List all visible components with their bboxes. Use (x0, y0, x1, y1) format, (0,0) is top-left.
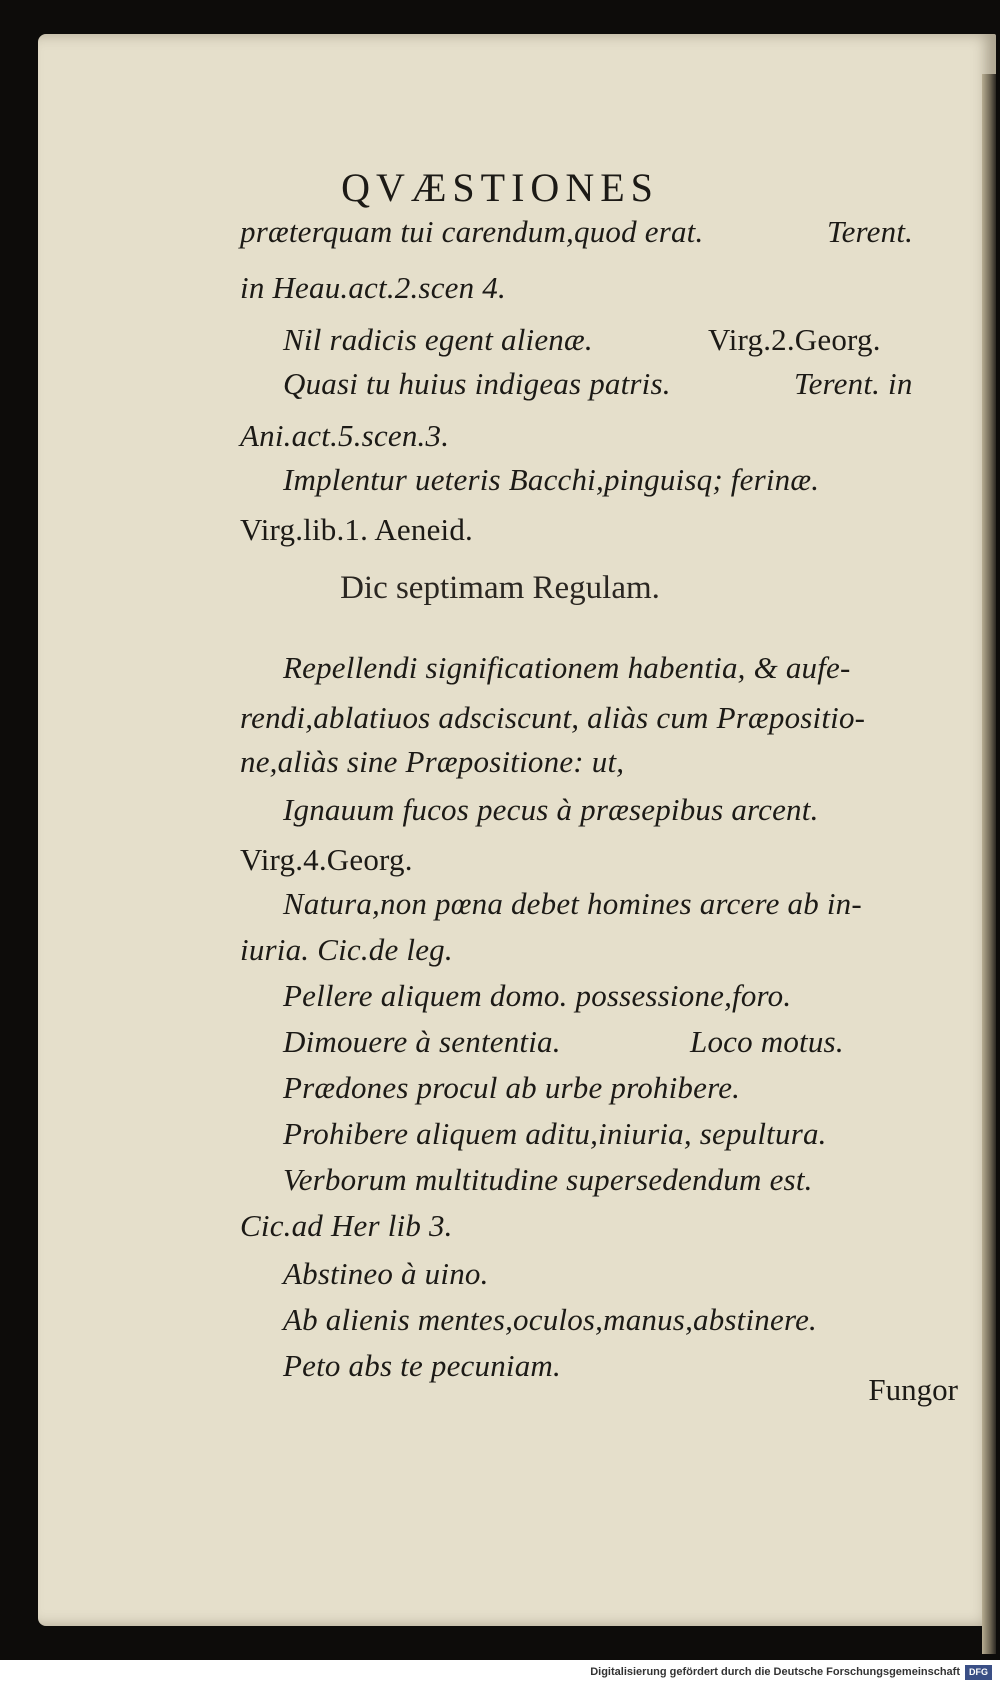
citation: Cic.ad Her lib 3. (240, 1208, 453, 1243)
running-head: QVÆSTIONES (341, 165, 659, 210)
text-line: Repellendi significationem habentia, & aufe- (283, 650, 851, 685)
text-line: Ab alienis mentes,oculos,manus,abstinere. (283, 1302, 817, 1337)
citation: Virg.2.Georg. (708, 322, 881, 357)
text-line: ne,aliàs sine Præpositione: ut, (240, 744, 625, 779)
text-line: Peto abs te pecuniam. (283, 1348, 561, 1383)
text-line: Ani.act.5.scen.3. (240, 418, 450, 453)
text-line: Abstineo à uino. (283, 1256, 489, 1291)
text-line: Verborum multitudine supersedendum est. (283, 1162, 813, 1197)
text-line: Dimouere à sententia. (283, 1024, 561, 1059)
text-line: in Heau.act.2.scen 4. (240, 270, 506, 305)
text-line: rendi,ablatiuos adsciscunt, aliàs cum Præpositio- (240, 700, 866, 735)
text-line: Prohibere aliquem aditu,iniuria, sepultura. (283, 1116, 827, 1151)
catchword: Fungor (868, 1372, 958, 1407)
text-line: Prædones procul ab urbe prohibere. (283, 1070, 741, 1105)
text-line: iuria. Cic.de leg. (240, 932, 453, 967)
text-line: Quasi tu huius indigeas patris. (283, 366, 671, 401)
paper-page (38, 34, 996, 1626)
text-line: præterquam tui carendum,quod erat. (240, 214, 704, 249)
text-line: Pellere aliquem domo. possessione,foro. (283, 978, 792, 1013)
text-line: Implentur ueteris Bacchi,pinguisq; ferinæ. (283, 462, 820, 497)
text-line: Natura,non pœna debet homines arcere ab in- (283, 886, 862, 921)
text-line: Nil radicis egent alienæ. (283, 322, 593, 357)
section-heading: Dic septimam Regulam. (340, 570, 660, 606)
citation: Terent. (827, 214, 914, 249)
text-line: Loco motus. (690, 1024, 844, 1059)
footer-bar (0, 1660, 1000, 1686)
citation: Virg.4.Georg. (240, 842, 413, 877)
citation: Terent. in (794, 366, 913, 401)
funding-credit: Digitalisierung gefördert durch die Deutsche Forschungsgemeinschaft (590, 1666, 960, 1678)
dfg-logo: DFG (965, 1665, 992, 1680)
page-edge (982, 74, 996, 1654)
text-line: Ignauum fucos pecus à præsepibus arcent. (283, 792, 819, 827)
citation: Virg.lib.1. Aeneid. (240, 512, 473, 547)
